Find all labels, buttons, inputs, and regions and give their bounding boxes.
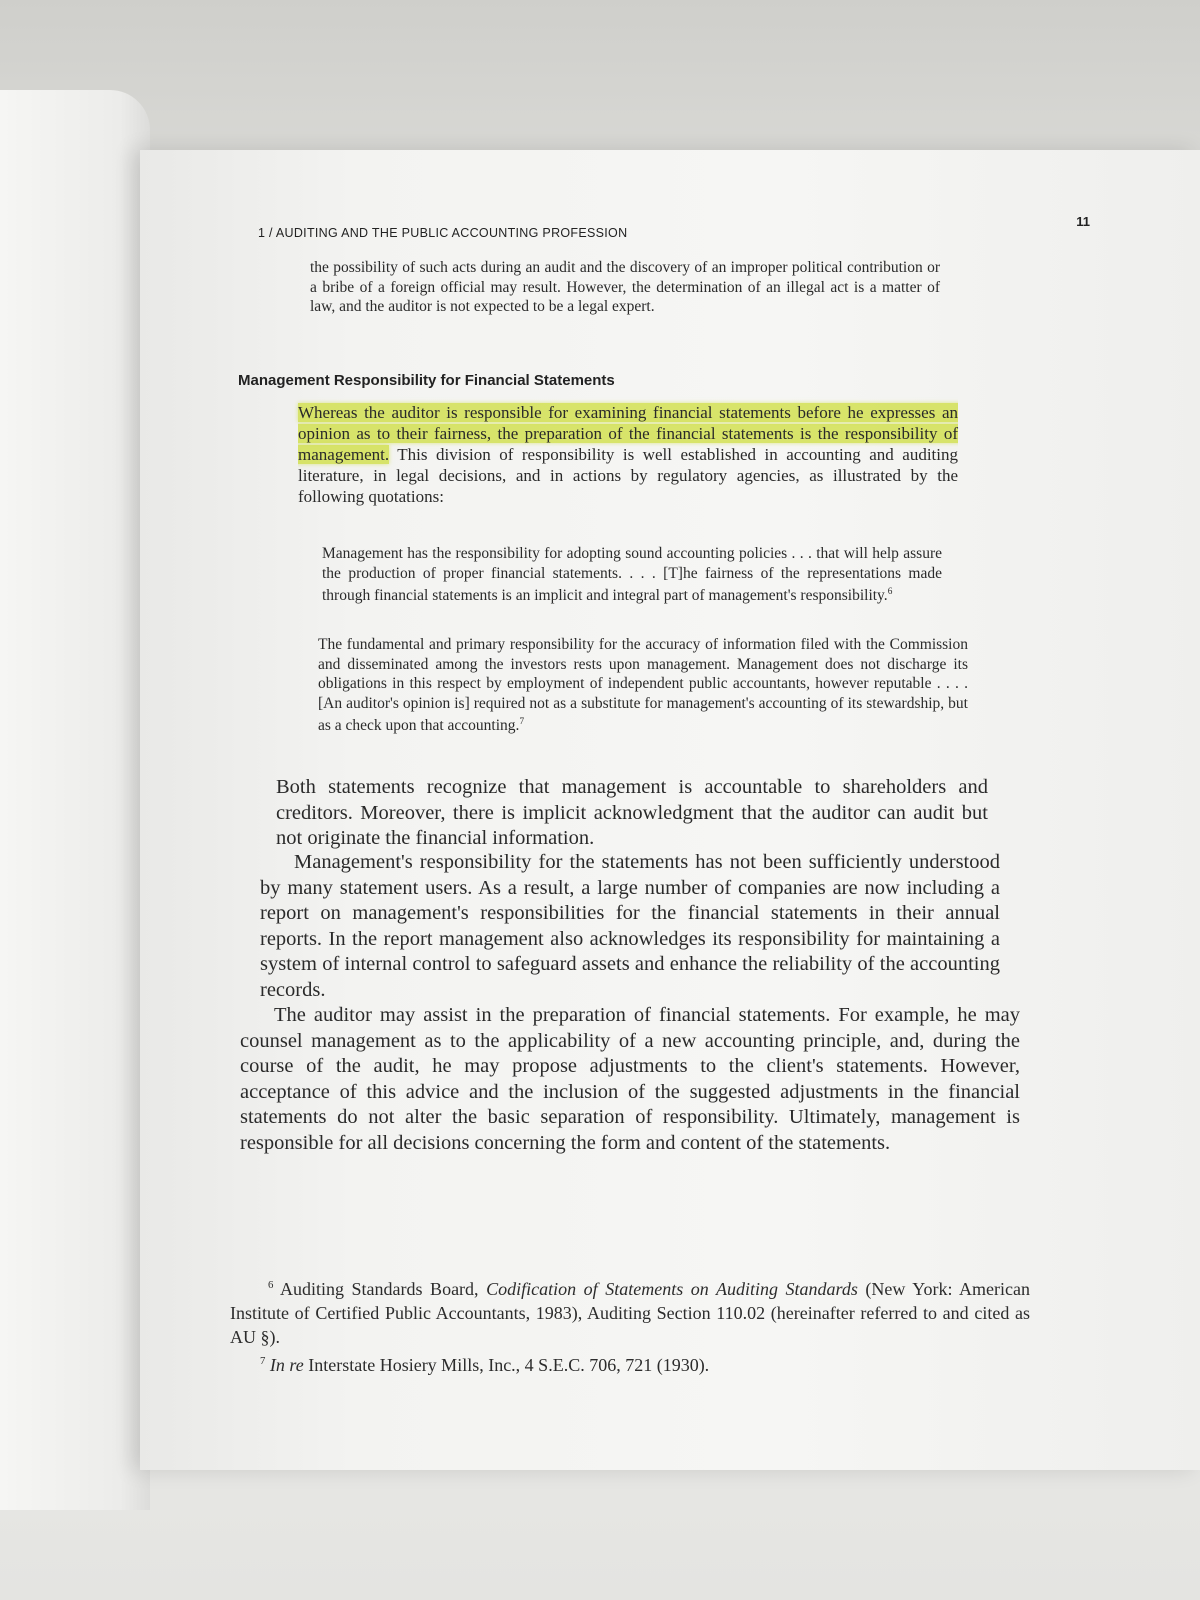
quote-text: Management has the responsibility for adopting sound accounting policies . . . that will help assure the production of proper financial statements. . . . [T]he fairness of the representations made through financial statements is an implicit and integral part of management's responsibility.: [322, 545, 942, 605]
footnote-title: Codification of Statements on Auditing Standards: [486, 1279, 858, 1299]
block-quote-2: [318, 635, 968, 736]
footnote-lead: Auditing Standards Board,: [279, 1279, 487, 1299]
book-page: [140, 150, 1200, 1470]
section-heading: Management Responsibility for Financial Statements: [238, 372, 615, 389]
footnote-ref: 7: [519, 717, 525, 727]
body-paragraph-2: Management's responsibility for the statements has not been sufficiently understood by many statement users. As a result, a large number of companies are now including a report on management's responsibilities for the financial statements in their annual reports. In the report management also acknowledges its responsibility for maintaining a system of internal control to safeguard assets and enhance the reliability of the accounting records.: [260, 851, 1000, 1001]
body-paragraph-3: The auditor may assist in the preparation of financial statements. For example, he may counsel management as to the applicability of a new accounting principle, and, during the course of the audit, he may propose adjustments to the client's statements. However, acceptance of this advice and the inclusion of the suggested adjustments in the financial statements do not alter the basic separation of responsibility. Ultimately, management is responsible for all decisions concerning the form and content of the statements.: [240, 1004, 1020, 1154]
page-number: 11: [1076, 214, 1090, 229]
footnote-marker: 6: [268, 1279, 274, 1291]
footnote-6: [230, 1273, 1030, 1349]
highlighted-sentence: Whereas the auditor is responsible for examining financial statements before he expresses an opinion as to their fairness, the preparation of the financial statements is the responsibility of management.: [298, 403, 958, 464]
footnote-ref: 6: [887, 587, 893, 597]
intro-rest: This division of responsibility is well established in accounting and auditing literature, in legal decisions, and in actions by regulatory agencies, as illustrated by the following quotations:: [298, 445, 958, 506]
quote-text: The fundamental and primary responsibility for the accuracy of information filed with the Commission and disseminated among the investors rests upon management. Management does not discharge its obligations in this respect by employment of independent public accountants, however reputable . . . . [An auditor's opinion is] required not as a substitute for management's accounting of its stewardship, but as a check upon that accounting.: [318, 636, 968, 735]
footnote-rest: (New York: American Institute of Certified Public Accountants, 1983), Auditing Section 110.02 (hereinafter referred to and cited as AU §).: [230, 1279, 1030, 1347]
footnote-marker: 7: [260, 1355, 266, 1367]
footnotes: [230, 1273, 1030, 1377]
top-paragraph: the possibility of such acts during an audit and the discovery of an improper political contribution or a bribe of a foreign official may result. However, the determination of an illegal act is a matter of law, and the auditor is not expected to be a legal expert.: [310, 259, 940, 315]
running-head: 1 / AUDITING AND THE PUBLIC ACCOUNTING PROFESSION: [258, 226, 628, 240]
footnote-lead: In re: [269, 1355, 304, 1375]
intro-paragraph: [298, 402, 958, 507]
body-paragraph-1: Both statements recognize that management is accountable to shareholders and creditors. Moreover, there is implicit acknowledgment that the auditor can audit but not originate the financial information.: [276, 776, 988, 849]
block-quote-1: [322, 544, 942, 606]
footnote-7: [230, 1349, 1030, 1377]
footnote-rest: Interstate Hosiery Mills, Inc., 4 S.E.C. 706, 721 (1930).: [303, 1355, 710, 1375]
facing-page-edge: [0, 90, 150, 1510]
